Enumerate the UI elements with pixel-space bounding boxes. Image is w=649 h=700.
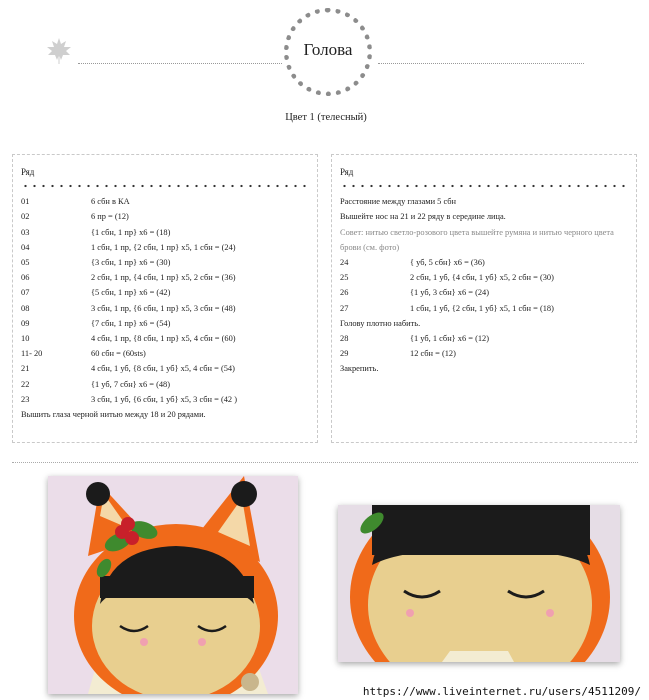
row-instruction: 60 сбн = (60sts) (91, 349, 146, 359)
row-instruction: { уб, 5 сбн} х6 = (36) (410, 258, 485, 268)
instructions-box-right (331, 154, 637, 443)
row-list (21, 194, 309, 407)
color-subtitle: Цвет 1 (телесный) (285, 112, 367, 123)
row-number: 08 (21, 303, 30, 313)
row-number: 09 (21, 318, 30, 328)
row-number: 26 (340, 288, 349, 298)
eye-distance-note: Расстояние между глазами 5 сбн (340, 197, 457, 207)
row-instruction: 2 сбн, 1 пр, {4 сбн, 1 пр} х5, 2 сбн = (36) (91, 273, 236, 283)
row-number: 05 (21, 258, 30, 268)
embroidery-note: Вышить глаза черной нитью между 18 и 20 рядами. (21, 410, 206, 420)
pattern-row (21, 316, 309, 331)
pattern-row (21, 331, 309, 346)
pattern-row (21, 225, 309, 240)
row-instruction: 6 сбн в КА (91, 197, 130, 207)
pattern-row (21, 285, 309, 300)
pattern-row (340, 301, 628, 316)
row-instruction: 4 сбн, 1 уб, {8 сбн, 1 уб} х5, 4 сбн = (54) (91, 364, 235, 374)
pattern-row (340, 285, 628, 300)
row-number: 25 (340, 273, 349, 283)
row-number: 02 (21, 212, 30, 222)
row-instruction: {1 уб, 7 сбн} х6 = (48) (91, 379, 171, 389)
section-divider (12, 462, 638, 463)
row-number: 11- 20 (21, 349, 43, 359)
header-divider-right (378, 63, 584, 64)
pattern-row (340, 331, 628, 346)
row-instruction: {1 сбн, 1 пр} х6 = (18) (91, 227, 171, 237)
row-number: 10 (21, 334, 30, 344)
row-number: 24 (340, 258, 349, 268)
pattern-row (21, 377, 309, 392)
pattern-row (21, 301, 309, 316)
nose-note: Вышейте нос на 21 и 22 ряду в середине лица. (340, 212, 506, 222)
dotted-separator (340, 183, 628, 189)
row-instruction: 6 пр = (12) (91, 212, 129, 222)
row-instruction: 12 сбн = (12) (410, 349, 456, 359)
row-number: 27 (340, 303, 349, 313)
pattern-row (340, 255, 628, 270)
row-number: 07 (21, 288, 30, 298)
row-instruction: 3 сбн, 1 пр, {6 сбн, 1 пр} х5, 3 сбн = (48) (91, 303, 236, 313)
pattern-row (21, 240, 309, 255)
row-list (340, 255, 628, 316)
header-divider-left (78, 63, 282, 64)
stuffing-note: Голову плотно набить. (340, 318, 421, 328)
row-instruction: 2 сбн, 1 уб, {4 сбн, 1 уб} х5, 2 сбн = (30) (410, 273, 554, 283)
row-number: 22 (21, 379, 30, 389)
row-list (340, 331, 628, 361)
dotted-separator (21, 183, 309, 189)
row-number: 29 (340, 349, 349, 359)
finish-note: Закрепить. (340, 364, 379, 374)
row-instruction: {1 уб, 1 сбн} х6 = (12) (410, 334, 490, 344)
row-number: 23 (21, 394, 30, 404)
row-number: 03 (21, 227, 30, 237)
row-instruction: 3 сбн, 1 уб, {6 сбн, 1 уб} х5, 3 сбн = (42 ) (91, 394, 237, 404)
pattern-row (340, 346, 628, 361)
pattern-row (21, 270, 309, 285)
row-number: 04 (21, 242, 30, 252)
rows-heading: Ряд (21, 167, 35, 177)
source-url-watermark[interactable]: https://www.liveinternet.ru/users/4511209/ (362, 685, 641, 698)
pattern-row (21, 361, 309, 376)
row-instruction: {1 уб, 3 сбн} х6 = (24) (410, 288, 490, 298)
row-instruction: 1 сбн, 1 пр, {2 сбн, 1 пр} х5, 1 сбн = (24) (91, 242, 236, 252)
row-instruction: {5 сбн, 1 пр} х6 = (42) (91, 288, 171, 298)
pattern-row (340, 270, 628, 285)
row-instruction: {7 сбн, 1 пр} х6 = (54) (91, 318, 171, 328)
rows-heading: Ряд (340, 167, 354, 177)
instructions-box-left (12, 154, 318, 443)
row-number: 28 (340, 334, 349, 344)
maple-leaf-icon (44, 36, 74, 66)
pattern-row (21, 392, 309, 407)
row-number: 21 (21, 364, 30, 374)
row-instruction: 4 сбн, 1 пр, {8 сбн, 1 пр} х5, 4 сбн = (60) (91, 334, 236, 344)
pattern-row (21, 346, 309, 361)
row-instruction: {3 сбн, 1 пр} х6 = (30) (91, 258, 171, 268)
doll-photo-left (48, 476, 298, 694)
pattern-row (21, 194, 309, 209)
page-title: Голова (303, 40, 353, 59)
row-number: 01 (21, 197, 30, 207)
tip-note: Совет: нитью светло-розового цвета вышейте румяна и нитью черного цвета брови (см. фото) (340, 227, 614, 252)
row-number: 06 (21, 273, 30, 283)
pattern-row (21, 209, 309, 224)
pattern-row (21, 255, 309, 270)
doll-photo-right (338, 505, 620, 662)
row-instruction: 1 сбн, 1 уб, {2 сбн, 1 уб} х5, 1 сбн = (18) (410, 303, 554, 313)
